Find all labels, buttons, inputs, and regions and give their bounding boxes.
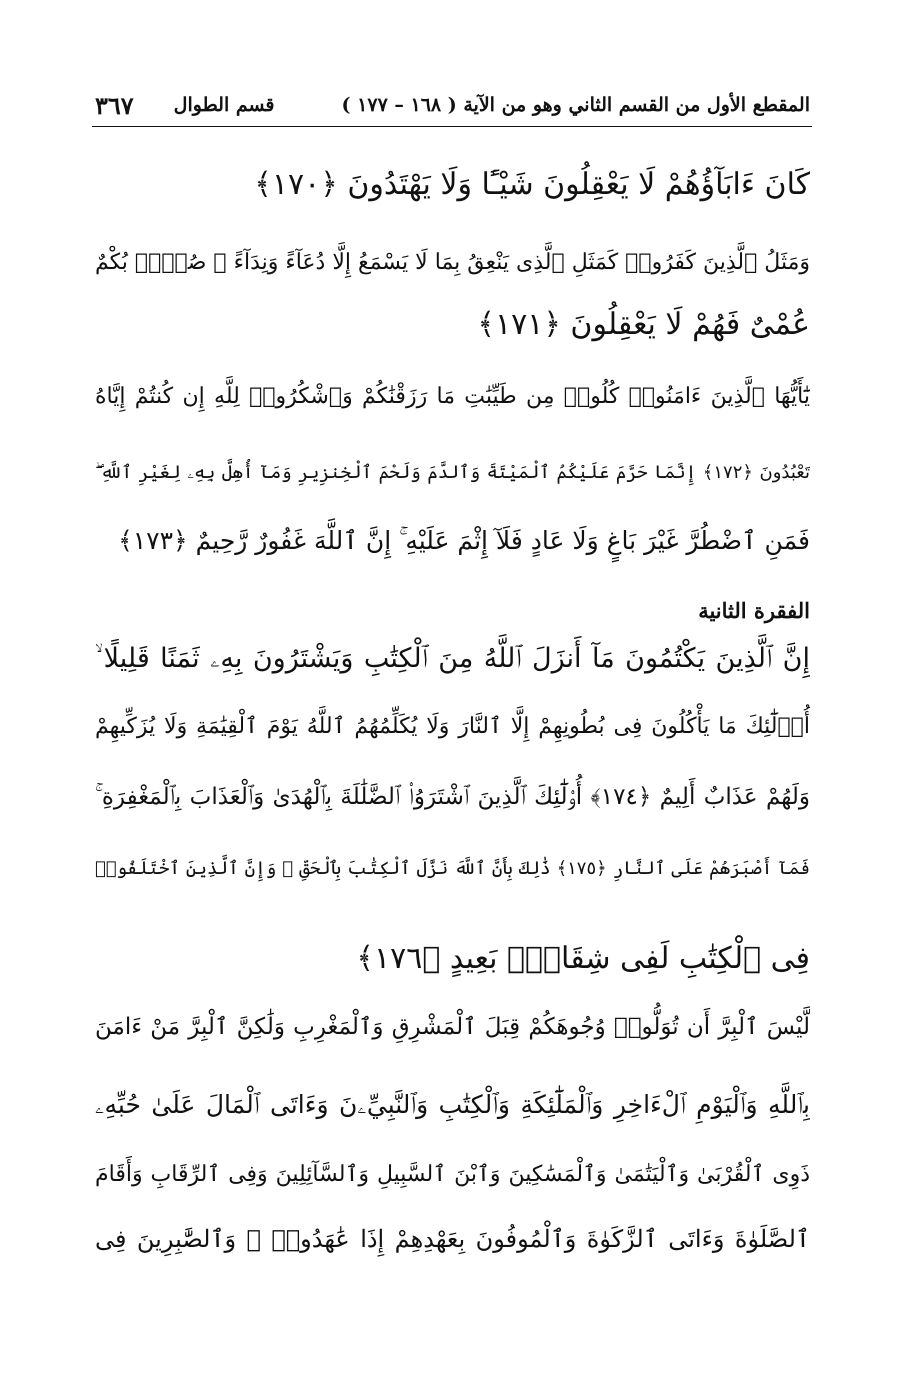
verse-line: عُمْىٌ فَهُمْ لَا يَعْقِلُونَ ﴿١٧١﴾ bbox=[477, 307, 810, 342]
verse-line: فِى ٱلْكِتَٰبِ لَفِى شِقَاقٍۭ بَعِيدٍ ﴿١٧٦﴾ bbox=[356, 941, 810, 976]
verse-line: ٱلصَّلَوٰةَ وَءَاتَى ٱلزَّكَوٰةَ وَٱلْمُوفُونَ بِعَهْدِهِمْ إِذَا عَٰهَدُوا۟ ۖ وَٱلصَّٰبِرِينَ فِى bbox=[95, 1225, 810, 1253]
verse-line: وَلَهُمْ عَذَابٌ أَلِيمٌ ﴿١٧٤﴾ أُو۟لَٰٓئِكَ ٱلَّذِينَ ٱشْتَرَوُا۟ ٱلضَّلَٰلَةَ بِٱلْهُدَىٰ وَٱلْعَذَابَ بِٱلْمَغْفِرَةِ ۚ bbox=[95, 784, 810, 810]
page-number: ٣٦٧ bbox=[95, 90, 134, 120]
verse-line: كَانَ ءَابَآؤُهُمْ لَا يَعْقِلُونَ شَيْـًٔا وَلَا يَهْتَدُونَ ﴿١٧٠﴾ bbox=[254, 167, 810, 202]
verse-line: وَمَثَلُ ٱلَّذِينَ كَفَرُوا۟ كَمَثَلِ ٱلَّذِى يَنْعِقُ بِمَا لَا يَسْمَعُ إِلَّا دُعَآءً وَنِدَآءً ۚ صُمٌّۢ بُكْمٌ bbox=[95, 250, 810, 275]
verse-line: ذَوِى ٱلْقُرْبَىٰ وَٱلْيَتَٰمَىٰ وَٱلْمَسَٰكِينَ وَٱبْنَ ٱلسَّبِيلِ وَٱلسَّآئِلِينَ وَفِى ٱلرِّقَابِ وَأَقَامَ bbox=[95, 1162, 810, 1187]
verse-line: أُو۟لَٰٓئِكَ مَا يَأْكُلُونَ فِى بُطُونِهِمْ إِلَّا ٱلنَّارَ وَلَا يُكَلِّمُهُمُ ٱللَّهُ يَوْمَ ٱلْقِيَٰمَةِ وَلَا يُزَكِّيهِمْ bbox=[95, 714, 810, 739]
verse-line: تَعْبُدُونَ ﴿١٧٢﴾ إِنَّمَا حَرَّمَ عَلَيْكُمُ ٱلْمَيْتَةَ وَٱلدَّمَ وَلَحْمَ ٱلْخِنزِيرِ وَمَآ أُهِلَّ بِهِۦ لِغَيْرِ ٱللَّهِ ۖ bbox=[95, 462, 810, 483]
verse-line: بِٱللَّهِ وَٱلْيَوْمِ ٱلْءَاخِرِ وَٱلْمَلَٰٓئِكَةِ وَٱلْكِتَٰبِ وَٱلنَّبِيِّۦنَ وَءَاتَى ٱلْمَالَ عَلَىٰ حُبِّهِۦ bbox=[95, 1090, 810, 1119]
section-title: المقطع الأول من القسم الثاني وهو من الآية ( ١٦٨ – ١٧٧ ) bbox=[341, 94, 810, 116]
verse-line: فَمَآ أَصْبَرَهُمْ عَلَى ٱلنَّارِ ﴿١٧٥﴾ ذَٰلِكَ بِأَنَّ ٱللَّهَ نَزَّلَ ٱلْكِتَٰبَ بِٱلْحَقِّ ۗ وَإِنَّ ٱلَّذِينَ ٱخْتَلَفُوا۟ bbox=[95, 858, 810, 879]
part-title: قسم الطوال bbox=[173, 94, 275, 116]
verse-line: إِنَّ ٱلَّذِينَ يَكْتُمُونَ مَآ أَنزَلَ ٱللَّهُ مِنَ ٱلْكِتَٰبِ وَيَشْتَرُونَ بِهِۦ ثَمَنًا قَلِيلًا ۙ bbox=[95, 643, 810, 674]
header-left bbox=[95, 91, 275, 120]
verse-line: لَّيْسَ ٱلْبِرَّ أَن تُوَلُّوا۟ وُجُوهَكُمْ قِبَلَ ٱلْمَشْرِقِ وَٱلْمَغْرِبِ وَلَٰكِنَّ ٱلْبِرَّ مَنْ ءَامَنَ bbox=[95, 1014, 810, 1040]
page-header bbox=[95, 88, 810, 122]
section-heading: الفقرة الثانية bbox=[698, 598, 810, 623]
verse-line: يَٰٓأَيُّهَا ٱلَّذِينَ ءَامَنُوا۟ كُلُوا۟ مِن طَيِّبَٰتِ مَا رَزَقْنَٰكُمْ وَٱشْكُرُوا۟ لِلَّهِ إِن كُنتُمْ إِيَّاهُ bbox=[95, 384, 810, 409]
verse-line: فَمَنِ ٱضْطُرَّ غَيْرَ بَاغٍ وَلَا عَادٍ فَلَآ إِثْمَ عَلَيْهِ ۚ إِنَّ ٱللَّهَ غَفُورٌ رَّحِيمٌ ﴿١٧٣﴾ bbox=[118, 526, 810, 555]
header-rule bbox=[92, 126, 812, 127]
